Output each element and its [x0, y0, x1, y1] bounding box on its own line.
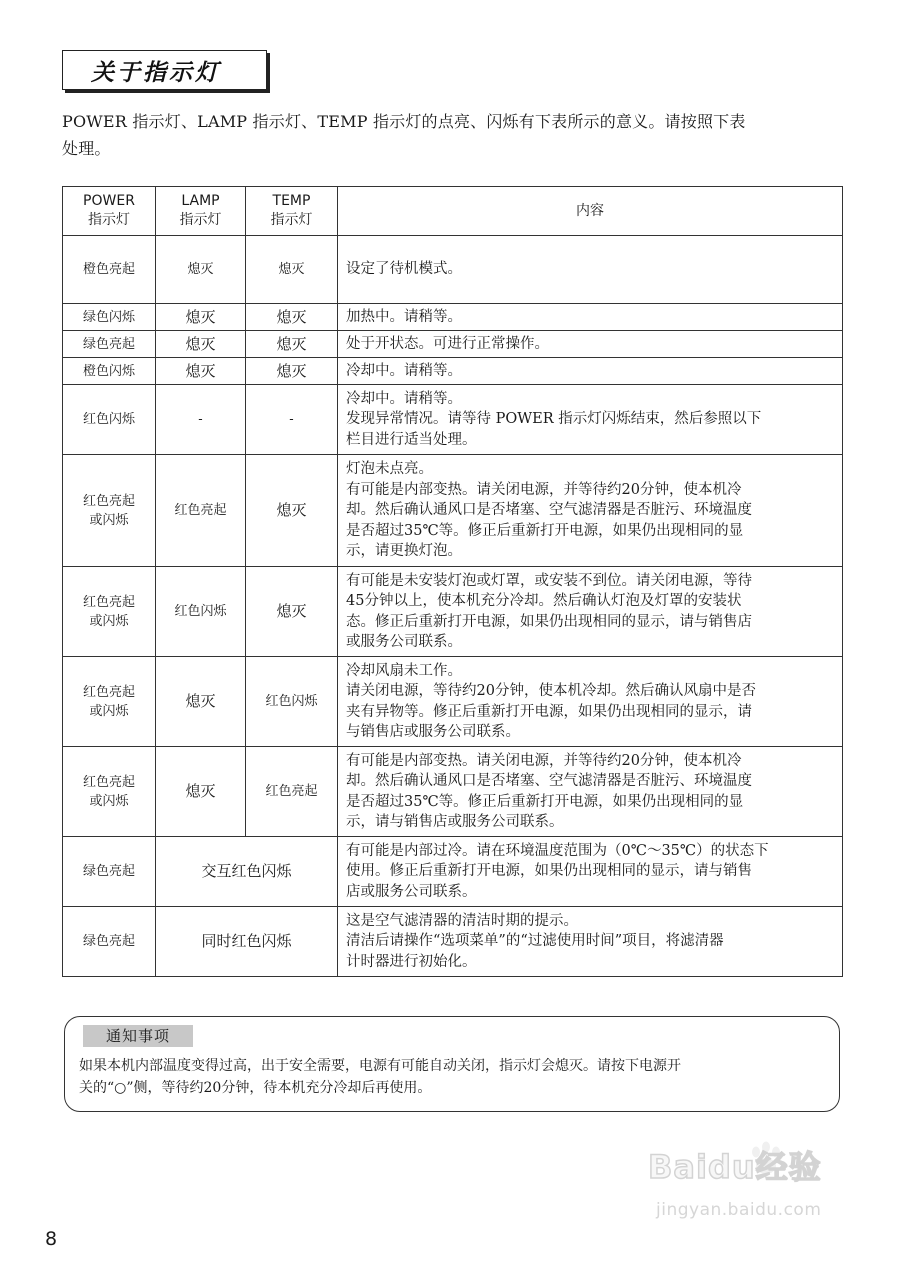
lamp-temp-cell: 同时红色闪烁: [156, 907, 338, 977]
power-cell: 绿色亮起: [63, 907, 156, 977]
content-line: 请关闭电源，等待约20分钟，使本机冷却。然后确认风扇中是否: [346, 683, 756, 699]
header-content: 内容: [338, 187, 843, 236]
header-lamp-line2: 指示灯: [179, 212, 222, 228]
temp-cell: 熄灭: [246, 567, 338, 657]
lamp-cell: 熄灭: [156, 657, 246, 747]
content-line: 或服务公司联系。: [346, 634, 462, 650]
content-cell: [338, 657, 843, 747]
lamp-cell: 熄灭: [156, 358, 246, 385]
header-lamp-line1: LAMP: [181, 193, 220, 209]
power-line: 或闪烁: [89, 703, 129, 719]
header-power-line2: 指示灯: [88, 212, 130, 228]
table-row: [63, 837, 843, 907]
content-cell: [338, 837, 843, 907]
content-cell: [338, 747, 843, 837]
lamp-cell: 熄灭: [156, 331, 246, 358]
header-temp: [246, 187, 338, 236]
power-cell: 橙色亮起: [63, 236, 156, 304]
content-line: 计时器进行初始化。: [346, 953, 477, 970]
content-line: 夹有异物等。修正后重新打开电源，如果仍出现相同的显示，请: [346, 703, 752, 720]
content-line: 灯泡未点亮。: [346, 461, 433, 478]
temp-cell: 熄灭: [246, 304, 338, 331]
content-line: 45分钟以上，使本机充分冷却。然后确认灯泡及灯罩的安装状: [346, 593, 742, 609]
temp-cell: 熄灭: [246, 331, 338, 358]
content-line: 示，请更换灯泡。: [346, 543, 462, 560]
table-row: [63, 657, 843, 747]
lamp-cell: 熄灭: [156, 236, 246, 304]
content-cell: [338, 907, 843, 977]
power-line: 或闪烁: [89, 793, 129, 809]
table-row: [63, 567, 843, 657]
content-cell: [338, 236, 843, 304]
table-row: [63, 747, 843, 837]
intro-paragraph: [62, 108, 842, 162]
content-cell: [338, 331, 843, 358]
temp-cell: 熄灭: [246, 455, 338, 567]
lamp-temp-cell: 交互红色闪烁: [156, 837, 338, 907]
power-cell: 绿色闪烁: [63, 304, 156, 331]
table-row: [63, 236, 843, 304]
temp-cell: -: [246, 385, 338, 455]
table-row: [63, 385, 843, 455]
power-cell: [63, 455, 156, 567]
content-cell: [338, 358, 843, 385]
content-line: 却。然后确认通风口是否堵塞、空气滤清器是否脏污、环境温度: [346, 773, 752, 789]
power-line: 或闪烁: [89, 512, 129, 528]
power-line: 红色亮起: [82, 684, 135, 700]
baidu-watermark: [628, 1140, 858, 1230]
table-row: [63, 455, 843, 567]
power-cell: 橙色闪烁: [63, 358, 156, 385]
watermark-brand: Baidu经验: [648, 1148, 822, 1186]
content-line: 示，请与销售店或服务公司联系。: [346, 814, 564, 830]
header-power-line1: POWER: [83, 193, 135, 209]
content-line: 发现异常情况。请等待 POWER 指示灯闪烁结束，然后参照以下: [346, 411, 762, 428]
content-line: 有可能是未安装灯泡或灯罩，或安装不到位。请关闭电源，等待: [346, 572, 752, 589]
lamp-cell: 红色闪烁: [156, 567, 246, 657]
content-line: 冷却中。请稍等。: [346, 362, 462, 379]
notice-text: [79, 1055, 829, 1099]
content-line: 清洁后请操作“选项菜单”的“过滤使用时间”项目，将滤清器: [346, 933, 724, 950]
content-line: 加热中。请稍等。: [346, 308, 462, 325]
content-cell: [338, 455, 843, 567]
content-cell: [338, 304, 843, 331]
lamp-cell: -: [156, 385, 246, 455]
lamp-cell: 熄灭: [156, 747, 246, 837]
lamp-cell: 红色亮起: [156, 455, 246, 567]
content-cell: [338, 567, 843, 657]
content-line: 有可能是内部过冷。请在环境温度范围为（0℃～35℃）的状态下: [346, 842, 769, 859]
notice-label: 通知事项: [83, 1025, 193, 1047]
section-title: 关于指示灯: [91, 59, 221, 86]
content-line: 冷却风扇未工作。: [346, 662, 462, 679]
power-line: 红色亮起: [82, 594, 135, 610]
content-line: 有可能是内部变热。请关闭电源，并等待约20分钟，使本机冷: [346, 752, 742, 769]
content-line: 处于开状态。可进行正常操作。: [346, 335, 549, 352]
content-line: 使用。修正后重新打开电源，如果仍出现相同的显示，请与销售: [346, 863, 752, 880]
header-lamp: [156, 187, 246, 236]
power-cell: [63, 747, 156, 837]
notice-line: 关的“○”侧，等待约20分钟，待本机充分冷却后再使用。: [79, 1080, 432, 1096]
indicator-table: [62, 186, 843, 977]
header-temp-line1: TEMP: [272, 193, 311, 209]
page-number: 8: [45, 1228, 58, 1250]
content-line: 有可能是内部变热。请关闭电源，并等待约20分钟，使本机冷: [346, 481, 742, 498]
table-row: [63, 907, 843, 977]
content-line: 与销售店或服务公司联系。: [346, 724, 520, 740]
content-line: 态。修正后重新打开电源，如果仍出现相同的显示，请与销售店: [346, 613, 752, 630]
table-row: [63, 304, 843, 331]
content-line: 却。然后确认通风口是否堵塞、空气滤清器是否脏污、环境温度: [346, 502, 752, 519]
power-cell: [63, 567, 156, 657]
content-line: 是否超过35℃等。修正后重新打开电源，如果仍出现相同的显: [346, 793, 744, 810]
lamp-cell: 熄灭: [156, 304, 246, 331]
temp-cell: 熄灭: [246, 358, 338, 385]
watermark-url: jingyan.baidu.com: [656, 1200, 822, 1220]
content-line: 是否超过35℃等。修正后重新打开电源，如果仍出现相同的显: [346, 522, 744, 539]
intro-line: 处理。: [62, 139, 111, 158]
content-line: 设定了待机模式。: [346, 261, 462, 278]
temp-cell: 红色亮起: [246, 747, 338, 837]
section-title-box: [62, 50, 267, 90]
intro-line: POWER 指示灯、LAMP 指示灯、TEMP 指示灯的点亮、闪烁有下表所示的意义。请按照下表: [62, 112, 746, 131]
header-power: [63, 187, 156, 236]
header-temp-line2: 指示灯: [270, 212, 313, 228]
table-row: [63, 331, 843, 358]
table-header-row: [63, 187, 843, 236]
notice-box: [64, 1016, 840, 1112]
power-cell: 红色闪烁: [63, 385, 156, 455]
power-cell: 绿色亮起: [63, 837, 156, 907]
power-cell: [63, 657, 156, 747]
content-line: 店或服务公司联系。: [346, 883, 477, 900]
content-line: 冷却中。请稍等。: [346, 390, 462, 407]
power-line: 或闪烁: [89, 613, 129, 629]
temp-cell: 熄灭: [246, 236, 338, 304]
power-line: 红色亮起: [82, 774, 135, 790]
power-line: 红色亮起: [82, 493, 135, 509]
temp-cell: 红色闪烁: [246, 657, 338, 747]
content-line: 栏目进行适当处理。: [346, 431, 477, 448]
power-cell: 绿色亮起: [63, 331, 156, 358]
notice-line: 如果本机内部温度变得过高，出于安全需要，电源有可能自动关闭，指示灯会熄灭。请按下电源开: [79, 1058, 681, 1074]
content-line: 这是空气滤清器的清洁时期的提示。: [346, 912, 578, 929]
table-row: [63, 358, 843, 385]
content-cell: [338, 385, 843, 455]
